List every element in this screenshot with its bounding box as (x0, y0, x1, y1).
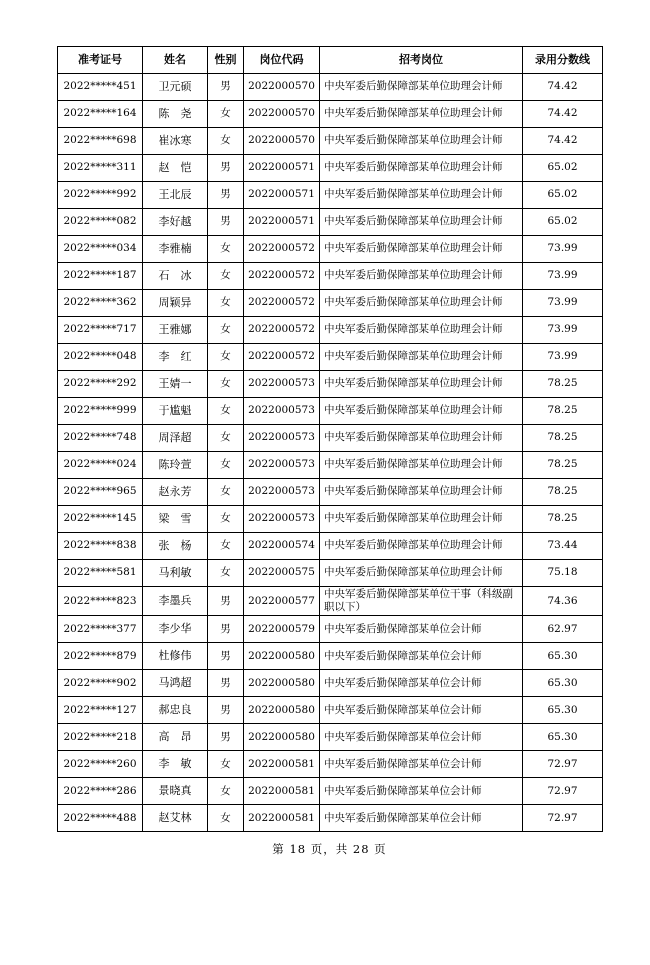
cell-exam-id: 2022*****187 (58, 263, 143, 290)
cell-gender: 女 (208, 560, 244, 587)
table-row (58, 587, 603, 616)
cell-position: 中央军委后勤保障部某单位会计师 (320, 751, 523, 778)
cell-name: 梁 雪 (143, 506, 208, 533)
cell-exam-id: 2022*****748 (58, 425, 143, 452)
cell-exam-id: 2022*****999 (58, 398, 143, 425)
cell-position: 中央军委后勤保障部某单位助理会计师 (320, 344, 523, 371)
cell-name: 王北辰 (143, 182, 208, 209)
cell-position: 中央军委后勤保障部某单位会计师 (320, 670, 523, 697)
cell-name: 卫元硕 (143, 74, 208, 101)
table-row (58, 344, 603, 371)
cell-name: 赵艾林 (143, 805, 208, 832)
cell-name: 李少华 (143, 616, 208, 643)
cell-position: 中央军委后勤保障部某单位助理会计师 (320, 263, 523, 290)
cell-name: 王雅娜 (143, 317, 208, 344)
cell-score: 73.99 (523, 290, 603, 317)
cell-job-code: 2022000570 (244, 128, 320, 155)
cell-name: 陈 尧 (143, 101, 208, 128)
cell-score: 73.99 (523, 236, 603, 263)
table-row (58, 452, 603, 479)
cell-exam-id: 2022*****581 (58, 560, 143, 587)
cell-exam-id: 2022*****902 (58, 670, 143, 697)
cell-gender: 女 (208, 236, 244, 263)
cell-gender: 女 (208, 452, 244, 479)
cell-score: 65.30 (523, 697, 603, 724)
cell-job-code: 2022000573 (244, 452, 320, 479)
table-row (58, 616, 603, 643)
cell-job-code: 2022000580 (244, 724, 320, 751)
cell-job-code: 2022000572 (244, 263, 320, 290)
cell-position: 中央军委后勤保障部某单位助理会计师 (320, 101, 523, 128)
cell-score: 73.44 (523, 533, 603, 560)
cell-exam-id: 2022*****218 (58, 724, 143, 751)
cell-gender: 女 (208, 751, 244, 778)
cell-gender: 女 (208, 479, 244, 506)
cell-gender: 女 (208, 778, 244, 805)
cell-score: 74.42 (523, 128, 603, 155)
table-header (58, 47, 603, 74)
cell-exam-id: 2022*****488 (58, 805, 143, 832)
cell-job-code: 2022000580 (244, 670, 320, 697)
cell-gender: 女 (208, 425, 244, 452)
cell-exam-id: 2022*****879 (58, 643, 143, 670)
cell-name: 高 昂 (143, 724, 208, 751)
cell-position: 中央军委后勤保障部某单位助理会计师 (320, 371, 523, 398)
table-row (58, 751, 603, 778)
cell-job-code: 2022000580 (244, 643, 320, 670)
cell-score: 78.25 (523, 371, 603, 398)
cell-score: 75.18 (523, 560, 603, 587)
column-header-exam-id: 准考证号 (58, 47, 143, 74)
table-row (58, 778, 603, 805)
cell-exam-id: 2022*****048 (58, 344, 143, 371)
column-header-gender: 性别 (208, 47, 244, 74)
cell-exam-id: 2022*****362 (58, 290, 143, 317)
cell-exam-id: 2022*****164 (58, 101, 143, 128)
cell-exam-id: 2022*****034 (58, 236, 143, 263)
cell-exam-id: 2022*****451 (58, 74, 143, 101)
cell-position: 中央军委后勤保障部某单位助理会计师 (320, 506, 523, 533)
cell-gender: 男 (208, 74, 244, 101)
cell-name: 景晓真 (143, 778, 208, 805)
cell-exam-id: 2022*****311 (58, 155, 143, 182)
table-row (58, 805, 603, 832)
header-row (58, 47, 603, 74)
cell-name: 李墨兵 (143, 587, 208, 616)
cell-position: 中央军委后勤保障部某单位助理会计师 (320, 560, 523, 587)
table-row (58, 560, 603, 587)
cell-name: 王婧一 (143, 371, 208, 398)
cell-exam-id: 2022*****377 (58, 616, 143, 643)
cell-job-code: 2022000571 (244, 182, 320, 209)
cell-name: 于尴魁 (143, 398, 208, 425)
cell-gender: 男 (208, 724, 244, 751)
cell-job-code: 2022000581 (244, 778, 320, 805)
cell-job-code: 2022000579 (244, 616, 320, 643)
cell-position: 中央军委后勤保障部某单位会计师 (320, 643, 523, 670)
cell-gender: 女 (208, 533, 244, 560)
cell-position: 中央军委后勤保障部某单位助理会计师 (320, 182, 523, 209)
cell-exam-id: 2022*****823 (58, 587, 143, 616)
cell-score: 65.02 (523, 182, 603, 209)
table-row (58, 697, 603, 724)
cell-name: 李 敏 (143, 751, 208, 778)
cell-position: 中央军委后勤保障部某单位会计师 (320, 724, 523, 751)
cell-job-code: 2022000575 (244, 560, 320, 587)
cell-gender: 女 (208, 128, 244, 155)
cell-name: 张 杨 (143, 533, 208, 560)
cell-gender: 女 (208, 805, 244, 832)
table-row (58, 506, 603, 533)
cell-score: 78.25 (523, 425, 603, 452)
cell-exam-id: 2022*****260 (58, 751, 143, 778)
cell-position: 中央军委后勤保障部某单位会计师 (320, 805, 523, 832)
cell-position: 中央军委后勤保障部某单位助理会计师 (320, 74, 523, 101)
table-row (58, 209, 603, 236)
cell-score: 72.97 (523, 751, 603, 778)
cell-name: 郝忠良 (143, 697, 208, 724)
cell-name: 周颖异 (143, 290, 208, 317)
cell-position: 中央军委后勤保障部某单位助理会计师 (320, 236, 523, 263)
cell-job-code: 2022000572 (244, 290, 320, 317)
cell-position: 中央军委后勤保障部某单位助理会计师 (320, 209, 523, 236)
cell-score: 65.30 (523, 643, 603, 670)
cell-job-code: 2022000573 (244, 425, 320, 452)
cell-score: 65.02 (523, 155, 603, 182)
table-row (58, 643, 603, 670)
table-row (58, 101, 603, 128)
cell-gender: 女 (208, 263, 244, 290)
cell-position: 中央军委后勤保障部某单位助理会计师 (320, 479, 523, 506)
cell-position: 中央军委后勤保障部某单位干事（科级副职以下） (320, 587, 523, 616)
cell-name: 李 红 (143, 344, 208, 371)
cell-exam-id: 2022*****286 (58, 778, 143, 805)
cell-name: 周泽超 (143, 425, 208, 452)
cell-position: 中央军委后勤保障部某单位会计师 (320, 616, 523, 643)
cell-score: 73.99 (523, 317, 603, 344)
cell-score: 72.97 (523, 805, 603, 832)
cell-position: 中央军委后勤保障部某单位助理会计师 (320, 425, 523, 452)
table-row (58, 479, 603, 506)
cell-name: 马利敏 (143, 560, 208, 587)
results-table-body (58, 74, 603, 832)
cell-exam-id: 2022*****145 (58, 506, 143, 533)
cell-position: 中央军委后勤保障部某单位助理会计师 (320, 452, 523, 479)
column-header-score: 录用分数线 (523, 47, 603, 74)
cell-score: 78.25 (523, 398, 603, 425)
cell-score: 65.30 (523, 724, 603, 751)
cell-score: 74.42 (523, 101, 603, 128)
cell-name: 赵永芳 (143, 479, 208, 506)
cell-position: 中央军委后勤保障部某单位助理会计师 (320, 533, 523, 560)
document-page (0, 46, 650, 965)
table-row (58, 533, 603, 560)
column-header-job-code: 岗位代码 (244, 47, 320, 74)
cell-name: 杜修伟 (143, 643, 208, 670)
cell-position: 中央军委后勤保障部某单位助理会计师 (320, 290, 523, 317)
cell-score: 72.97 (523, 778, 603, 805)
cell-job-code: 2022000573 (244, 398, 320, 425)
cell-score: 74.42 (523, 74, 603, 101)
cell-job-code: 2022000571 (244, 155, 320, 182)
cell-exam-id: 2022*****717 (58, 317, 143, 344)
cell-job-code: 2022000572 (244, 236, 320, 263)
table-row (58, 317, 603, 344)
cell-job-code: 2022000570 (244, 74, 320, 101)
table-row (58, 155, 603, 182)
cell-job-code: 2022000570 (244, 101, 320, 128)
cell-gender: 男 (208, 643, 244, 670)
cell-job-code: 2022000581 (244, 805, 320, 832)
cell-gender: 女 (208, 506, 244, 533)
cell-score: 78.25 (523, 452, 603, 479)
cell-job-code: 2022000573 (244, 479, 320, 506)
table-row (58, 236, 603, 263)
cell-job-code: 2022000580 (244, 697, 320, 724)
table-row (58, 398, 603, 425)
table-row (58, 74, 603, 101)
table-row (58, 724, 603, 751)
cell-position: 中央军委后勤保障部某单位助理会计师 (320, 317, 523, 344)
cell-exam-id: 2022*****292 (58, 371, 143, 398)
cell-exam-id: 2022*****965 (58, 479, 143, 506)
cell-job-code: 2022000577 (244, 587, 320, 616)
cell-job-code: 2022000572 (244, 344, 320, 371)
column-header-position: 招考岗位 (320, 47, 523, 74)
cell-exam-id: 2022*****127 (58, 697, 143, 724)
cell-job-code: 2022000572 (244, 317, 320, 344)
cell-score: 78.25 (523, 479, 603, 506)
cell-job-code: 2022000581 (244, 751, 320, 778)
cell-position: 中央军委后勤保障部某单位助理会计师 (320, 398, 523, 425)
cell-exam-id: 2022*****838 (58, 533, 143, 560)
cell-gender: 女 (208, 344, 244, 371)
cell-job-code: 2022000573 (244, 506, 320, 533)
table-row (58, 128, 603, 155)
cell-gender: 男 (208, 155, 244, 182)
column-header-name: 姓名 (143, 47, 208, 74)
cell-gender: 女 (208, 101, 244, 128)
table-row (58, 670, 603, 697)
cell-position: 中央军委后勤保障部某单位助理会计师 (320, 128, 523, 155)
cell-gender: 男 (208, 182, 244, 209)
cell-name: 马鸿超 (143, 670, 208, 697)
cell-name: 崔冰寒 (143, 128, 208, 155)
table-row (58, 263, 603, 290)
cell-gender: 男 (208, 587, 244, 616)
results-table (57, 46, 603, 832)
cell-gender: 女 (208, 290, 244, 317)
cell-gender: 女 (208, 317, 244, 344)
cell-job-code: 2022000574 (244, 533, 320, 560)
cell-exam-id: 2022*****082 (58, 209, 143, 236)
cell-position: 中央军委后勤保障部某单位会计师 (320, 778, 523, 805)
cell-exam-id: 2022*****024 (58, 452, 143, 479)
cell-gender: 男 (208, 209, 244, 236)
table-row (58, 182, 603, 209)
cell-score: 78.25 (523, 506, 603, 533)
cell-exam-id: 2022*****992 (58, 182, 143, 209)
cell-name: 赵 恺 (143, 155, 208, 182)
cell-position: 中央军委后勤保障部某单位会计师 (320, 697, 523, 724)
cell-gender: 男 (208, 616, 244, 643)
table-row (58, 371, 603, 398)
cell-job-code: 2022000571 (244, 209, 320, 236)
cell-gender: 男 (208, 697, 244, 724)
table-row (58, 290, 603, 317)
cell-gender: 女 (208, 398, 244, 425)
cell-name: 李雅楠 (143, 236, 208, 263)
cell-name: 李好越 (143, 209, 208, 236)
cell-name: 陈玲萱 (143, 452, 208, 479)
page-indicator: 第 18 页，共 28 页 (272, 842, 387, 857)
cell-position: 中央军委后勤保障部某单位助理会计师 (320, 155, 523, 182)
cell-job-code: 2022000573 (244, 371, 320, 398)
cell-exam-id: 2022*****698 (58, 128, 143, 155)
cell-gender: 女 (208, 371, 244, 398)
cell-score: 73.99 (523, 263, 603, 290)
cell-name: 石 冰 (143, 263, 208, 290)
cell-gender: 男 (208, 670, 244, 697)
cell-score: 74.36 (523, 587, 603, 616)
cell-score: 65.02 (523, 209, 603, 236)
cell-score: 65.30 (523, 670, 603, 697)
table-row (58, 425, 603, 452)
cell-score: 62.97 (523, 616, 603, 643)
cell-score: 73.99 (523, 344, 603, 371)
